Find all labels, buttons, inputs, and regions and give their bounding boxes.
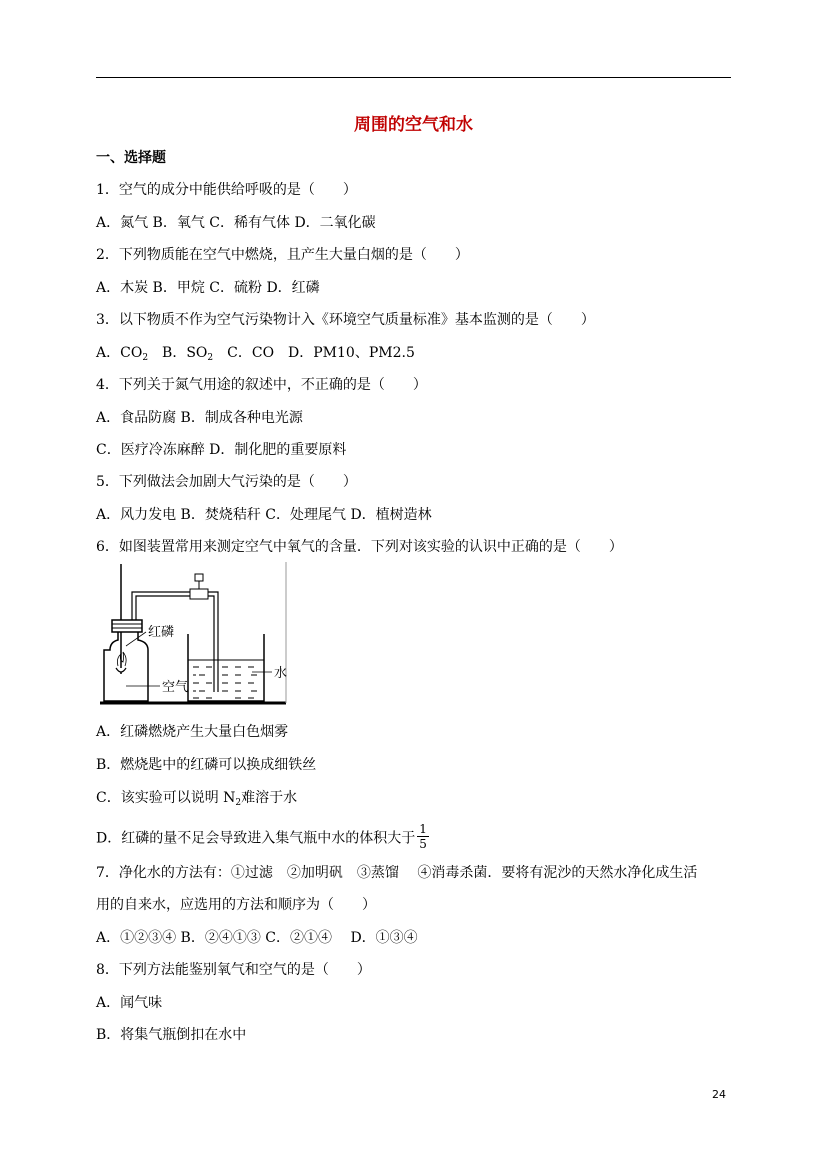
q3-option-b-subscript: 2 (207, 353, 214, 363)
q6-option-d-text: D．红磷的量不足会导致进入集气瓶中水的体积大于 (96, 830, 416, 847)
q6-option-c-subscript: 2 (235, 798, 242, 808)
q4-options-2: C．医疗冷冻麻醉 D．制化肥的重要原料 (96, 442, 347, 458)
combustion-spoon (116, 668, 126, 672)
experiment-diagram (96, 562, 290, 712)
q5-options: A．风力发电 B．焚烧秸秆 C．处理尾气 D．植树造林 (96, 507, 432, 523)
water-hatching (193, 667, 257, 698)
q3-option-a: A．CO (96, 345, 143, 361)
label-red-phosphorus: 红磷 (148, 625, 175, 640)
q6-option-c-text: C．该实验可以说明 N (96, 790, 236, 806)
q3-option-b: B．SO (148, 345, 208, 361)
flame (117, 652, 126, 666)
q6-option-d (96, 824, 429, 853)
q3-stem: 3．以下物质不作为空气污染物计入《环境空气质量标准》基本监测的是（ ） (96, 312, 595, 328)
label-air: 空气 (162, 680, 189, 695)
q1-stem: 1．空气的成分中能供给呼吸的是（ ） (96, 182, 357, 198)
q6-option-b: B．燃烧匙中的红磷可以换成细铁丝 (96, 757, 317, 773)
q3-option-rest: C．CO D．PM10、PM2.5 (213, 345, 415, 361)
header-rule (96, 77, 731, 78)
q3-option-a-subscript: 2 (142, 353, 149, 363)
q4-options-1: A．食品防腐 B．制成各种电光源 (96, 410, 303, 426)
q8-stem: 8．下列方法能鉴别氧气和空气的是（ ） (96, 962, 371, 978)
q5-stem: 5．下列做法会加剧大气污染的是（ ） (96, 474, 357, 490)
q6-option-a: A．红磷燃烧产生大量白色烟雾 (96, 724, 289, 740)
gas-bottle (104, 630, 148, 701)
q4-stem: 4．下列关于氮气用途的叙述中，不正确的是（ ） (96, 377, 427, 393)
fraction (417, 822, 429, 851)
q3-options (96, 343, 415, 368)
q6-stem: 6．如图装置常用来测定空气中氧气的含量．下列对该实验的认识中正确的是（ ） (96, 539, 623, 555)
q6-option-c-tail: 难溶于水 (241, 790, 298, 806)
label-water: 水 (274, 666, 288, 681)
section-heading: 一、选择题 (96, 150, 166, 166)
q7-stem-1: 7．净化水的方法有：①过滤 ②加明矾 ③蒸馏 ④消毒杀菌．要将有泥沙的天然水净化成生活 (96, 865, 698, 881)
page-number: 24 (712, 1088, 726, 1101)
q2-options: A．木炭 B．甲烷 C．硫粉 D．红磷 (96, 280, 320, 296)
q7-stem-2: 用的自来水，应选用的方法和顺序为（ ） (96, 897, 376, 913)
clamp (190, 589, 208, 599)
apparatus-svg (96, 562, 290, 708)
stopper (112, 620, 142, 632)
q1-options: A．氮气 B．氧气 C．稀有气体 D．二氧化碳 (96, 215, 376, 231)
q7-options: A．①②③④ B．②④①③ C．②①④ D．①③④ (96, 930, 418, 946)
q6-option-c (96, 788, 297, 813)
delivery-tube (208, 592, 218, 692)
q8-option-a: A．闻气味 (96, 995, 163, 1011)
fraction-denominator: 5 (419, 837, 427, 851)
q2-stem: 2．下列物质能在空气中燃烧，且产生大量白烟的是（ ） (96, 247, 469, 263)
q8-option-b: B．将集气瓶倒扣在水中 (96, 1027, 247, 1043)
page-title: 周围的空气和水 (354, 115, 473, 135)
fraction-numerator: 1 (419, 822, 427, 836)
